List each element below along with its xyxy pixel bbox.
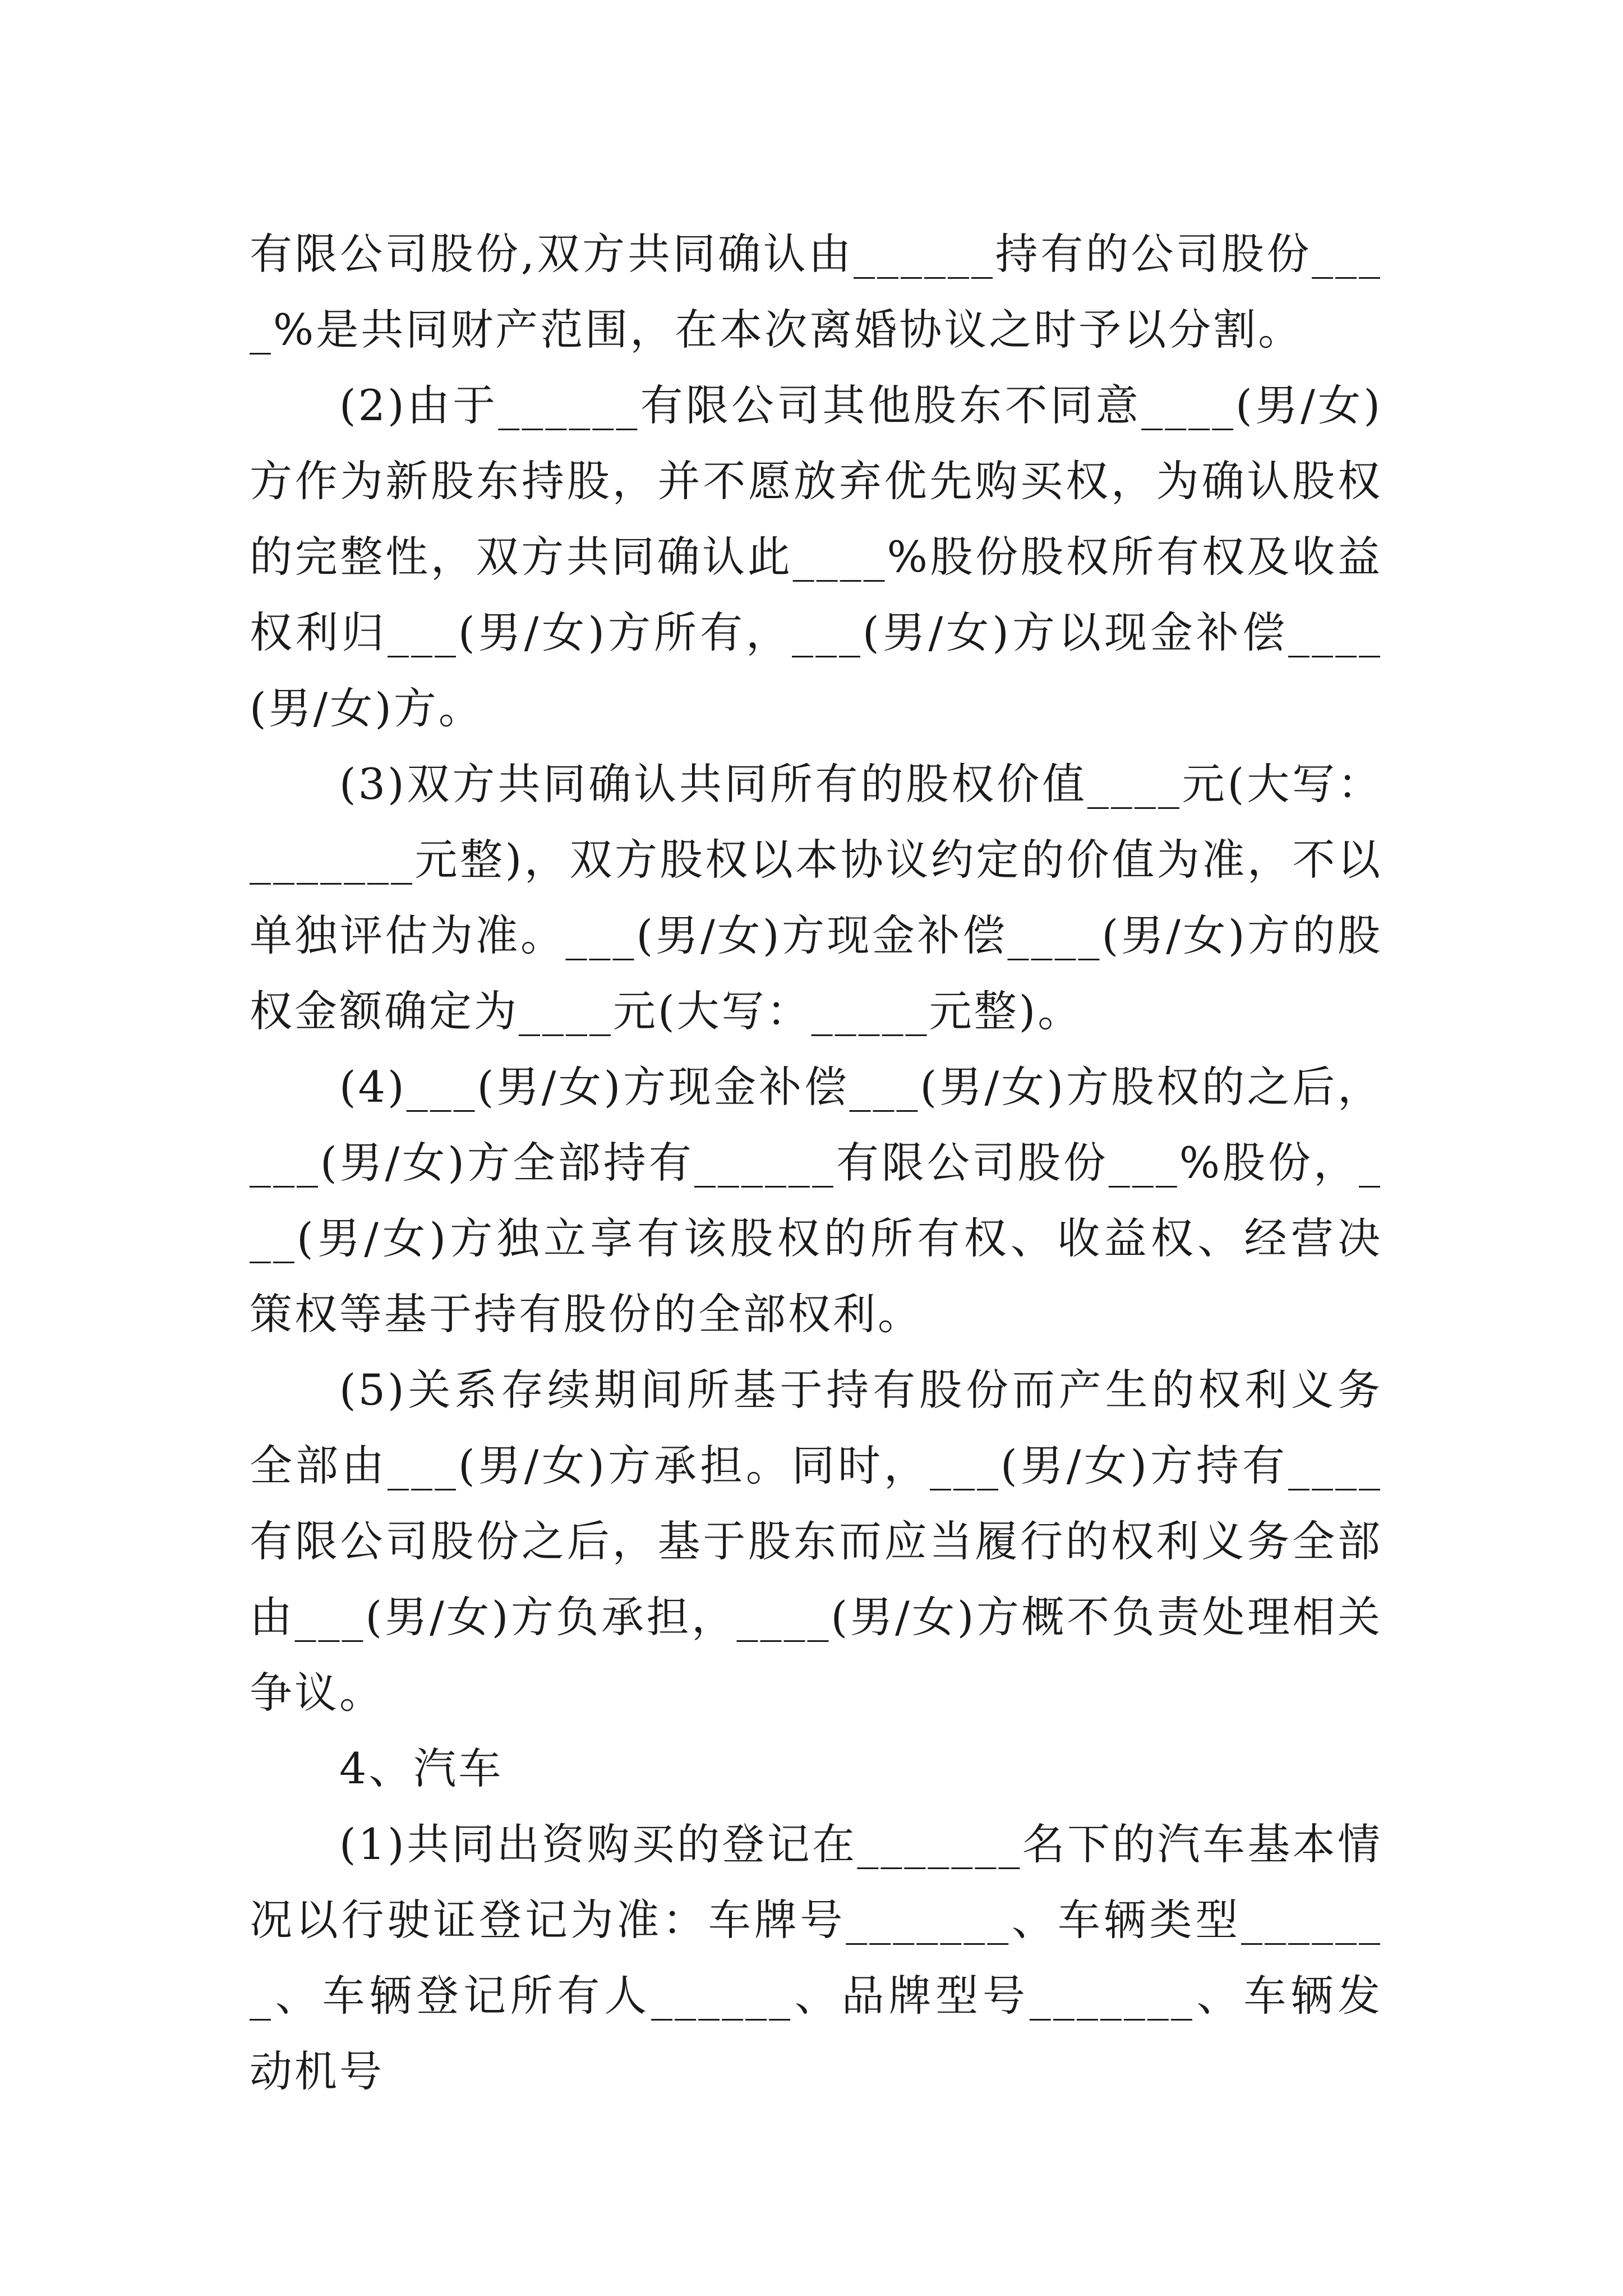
paragraph-clause-4: (4)___(男/女)方现金补偿___(男/女)方股权的之后，___(男/女)方全部持有______有限公司股份___%股份，___(男/女)方独立享有该股权的所有权、收益权、经营决策权等基于持有股份的全部权利。	[250, 1062, 1382, 1339]
section-heading-car: 4、汽车	[339, 1743, 504, 1793]
paragraph-clause-2: (2)由于______有限公司其他股东不同意____(男/女)方作为新股东持股，并不愿放弃优先购买权，为确认股权的完整性，双方共同确认此____%股份股权所有权及收益权利归___(男/女)方所有，___(男/女)方以现金补偿____(男/女)方。	[250, 380, 1382, 733]
paragraph-shares-continued: 有限公司股份,双方共同确认由______持有的公司股份____%是共同财产范围，在本次离婚协议之时予以分割。	[250, 229, 1382, 355]
paragraph-clause-5: (5)关系存续期间所基于持有股份而产生的权利义务全部由___(男/女)方承担。同时，___(男/女)方持有____有限公司股份之后，基于股东而应当履行的权利义务全部由___(男/女)方负承担，____(男/女)方概不负责处理相关争议。	[250, 1365, 1382, 1718]
paragraph-car-clause-1: (1)共同出资购买的登记在_______名下的汽车基本情况以行驶证登记为准：车牌号_______、车辆类型_______、车辆登记所有人______、品牌型号_______、车辆发动机号	[250, 1819, 1382, 2096]
paragraph-clause-3: (3)双方共同确认共同所有的股权价值____元(大写：_______元整)，双方股权以本协议约定的价值为准，不以单独评估为准。___(男/女)方现金补偿____(男/女)方的股权金额确定为____元(大写：_____元整)。	[250, 759, 1382, 1036]
document-body	[250, 216, 1382, 2109]
